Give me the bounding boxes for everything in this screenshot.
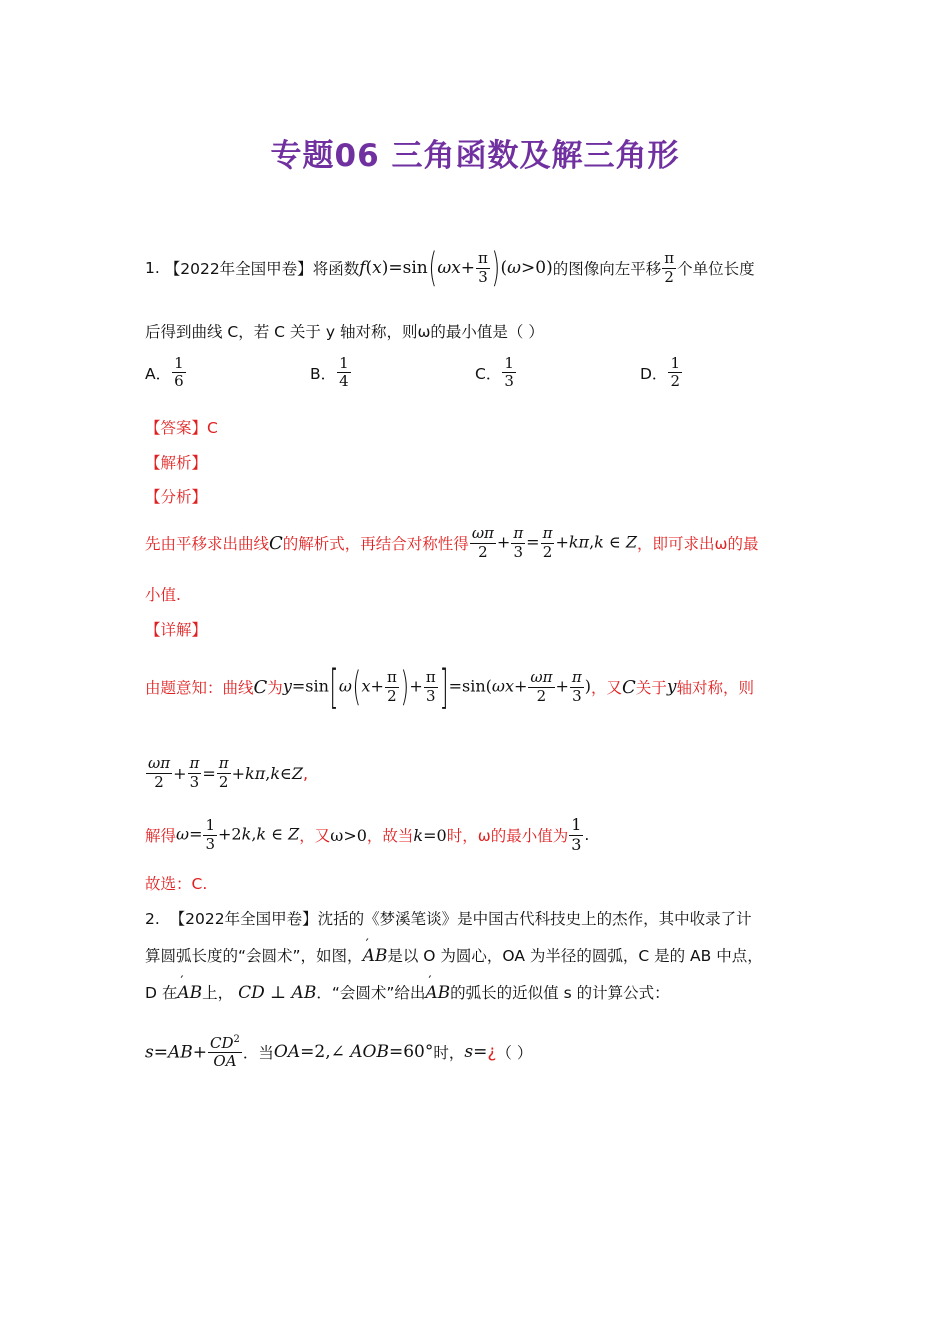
q1-option-c[interactable]: [475, 355, 517, 391]
q1-conclusion: 故选：C.: [145, 875, 208, 893]
answer-tag: 【答案】: [145, 419, 208, 437]
q2-line1: [145, 907, 752, 929]
q2-line1-text: 沈括的《梦溪笔谈》是中国古代科技史上的杰作，其中收录了计: [317, 910, 752, 928]
detail1-formula: y=sin[ω(x+ $\frac{\pi}{2}$ )+ $\frac{\pi}{3}$ ]=sin(ωx+ $\frac{\omega\pi}{2}$ + $\frac{\pi}{3}$ ): [282, 660, 592, 714]
detail3-text-d: 时，ω的最小值为: [446, 827, 569, 845]
q2-line3: D 在′ AB上， CD ⊥ AB．“会圆术”给出′ AB的弧长的近似值 s 的计算公式：: [145, 981, 670, 1003]
detail3-text-b: ，又: [299, 827, 331, 845]
jiexi-tag: 【解析】: [145, 454, 208, 472]
detail1-text-d: 关于: [635, 679, 667, 697]
q1-number: 1.: [145, 259, 160, 277]
q1-option-a-den: 6: [174, 372, 184, 391]
q2-line2-b: 是以 O 为圆心，OA 为半径的圆弧，C 是的 AB 中点，: [387, 947, 763, 965]
q2-source: 【2022年全国甲卷】: [169, 910, 318, 928]
q1-source: 【2022年全国甲卷】: [164, 260, 313, 278]
q2-line4-a: ．当: [242, 1044, 274, 1062]
q2-number: 2.: [145, 910, 160, 928]
detail1-text-e: 轴对称，则: [676, 679, 754, 697]
detail3-text-a: 解得: [145, 827, 177, 845]
q2-line3-a: D 在: [145, 984, 178, 1002]
q1-option-d-den: 2: [670, 372, 680, 391]
q1-option-b-num: 1: [339, 354, 349, 372]
q2-line3-d: 的弧长的近似值 s 的计算公式：: [450, 984, 670, 1002]
detail1-text-c: ，又: [591, 679, 623, 697]
page-title: 专题06 三角函数及解三角形: [270, 138, 680, 174]
q1-option-c-den: 3: [504, 372, 514, 391]
q1-option-a[interactable]: [145, 355, 187, 391]
q1-option-c-label: C．: [475, 364, 502, 383]
q1-option-b-den: 4: [339, 372, 349, 391]
q1-function-formula: f(x)=sin(ωx+ $\frac{\pi}{3}$ )(ω>0): [359, 245, 553, 291]
detail3-formula-a: ω= $\frac{1}{3}$ +2k,k ∈ Z: [176, 816, 300, 853]
q1-stem-b: 的图像向左平移: [552, 260, 662, 278]
fenxi-text-c: ，即可求出ω的最: [637, 535, 759, 553]
q2-line4: s=AB+ $\frac{CD^2}{OA}$ ．当 OA=2,∠ AOB=60° 时， s=¿ （ ）: [145, 1033, 533, 1070]
fenxi-line1: 先由平移求出曲线 C 的解析式，再结合对称性得 $\frac{\omega\pi}{2}$ + $\frac{\pi}{3}$ = $\frac{\pi}{2}$ +kπ,k ∈ Z ，即可求出ω的最: [145, 524, 759, 561]
q1-option-a-num: 1: [174, 354, 184, 372]
q1-option-d-label: D．: [640, 364, 668, 383]
q1-stem-line1: [145, 240, 755, 296]
detail3-text-c: ，故当: [366, 827, 414, 845]
q2-line2: 算圆弧长度的“会圆术”，如图，′ AB是以 O 为圆心，OA 为半径的圆弧，C 是的 AB 中点，: [145, 944, 763, 966]
q2-line4-b: 时，: [433, 1044, 465, 1062]
q1-option-d-num: 1: [670, 354, 680, 372]
q1-option-b[interactable]: [310, 355, 352, 391]
q2-line2-a: 算圆弧长度的“会圆术”，如图，: [145, 947, 363, 965]
q1-option-c-num: 1: [504, 354, 514, 372]
q1-option-a-label: A．: [145, 364, 172, 383]
q1-stem-a: 将函数: [312, 260, 360, 278]
q1-answer: [145, 416, 218, 438]
q2-line4-c: （ ）: [496, 1044, 533, 1062]
detail1-text-b: 为: [267, 679, 283, 697]
detail-line2: $\frac{\omega\pi}{2}$ + $\frac{\pi}{3}$ = $\frac{\pi}{2}$ + kπ , k ∈ Z ,: [148, 754, 309, 791]
xiangjie-tag: 【详解】: [145, 621, 208, 639]
fenxi-text-b: 的解析式，再结合对称性得: [282, 535, 469, 553]
q2-formula: s=AB+ $\frac{CD^2}{OA}$: [145, 1033, 240, 1070]
fenxi-line2: 小值.: [145, 586, 181, 604]
q1-stem-c: 个单位长度: [677, 260, 755, 278]
detail-line3: 解得 ω= $\frac{1}{3}$ +2k,k ∈ Z ，又 ω>0 ，故当 k=0 时，ω的最小值为 $\frac{1}{3}$ .: [145, 815, 590, 854]
detail-line1: 由题意知：曲线 C 为 y=sin[ω(x+ $\frac{\pi}{2}$ )+ $\frac{\pi}{3}$ ]=sin(ωx+ $\frac{\omega\pi}{2}$ + $\frac{\pi}{3}$ ) ，又 C 关于 y 轴对称，则: [145, 660, 754, 714]
fenxi-text-a: 先由平移求出曲线: [145, 535, 270, 553]
q1-option-d[interactable]: [640, 355, 683, 391]
q1-shift-fraction: $\frac{\pi}{2}$: [664, 249, 675, 286]
fenxi-tag: 【分析】: [145, 488, 208, 506]
answer-value: C: [207, 419, 218, 437]
q1-option-b-label: B．: [310, 364, 337, 383]
fenxi-formula: $\frac{\omega\pi}{2}$ + $\frac{\pi}{3}$ = $\frac{\pi}{2}$ +kπ,k ∈ Z: [471, 524, 637, 561]
q1-stem-line2: 后得到曲线 C，若 C 关于 y 轴对称，则ω的最小值是（ ）: [145, 323, 544, 341]
detail1-text-a: 由题意知：曲线: [145, 679, 254, 697]
q2-line3-c: ．“会圆术”给出: [316, 984, 426, 1002]
q2-line3-b: 上，: [202, 984, 234, 1002]
